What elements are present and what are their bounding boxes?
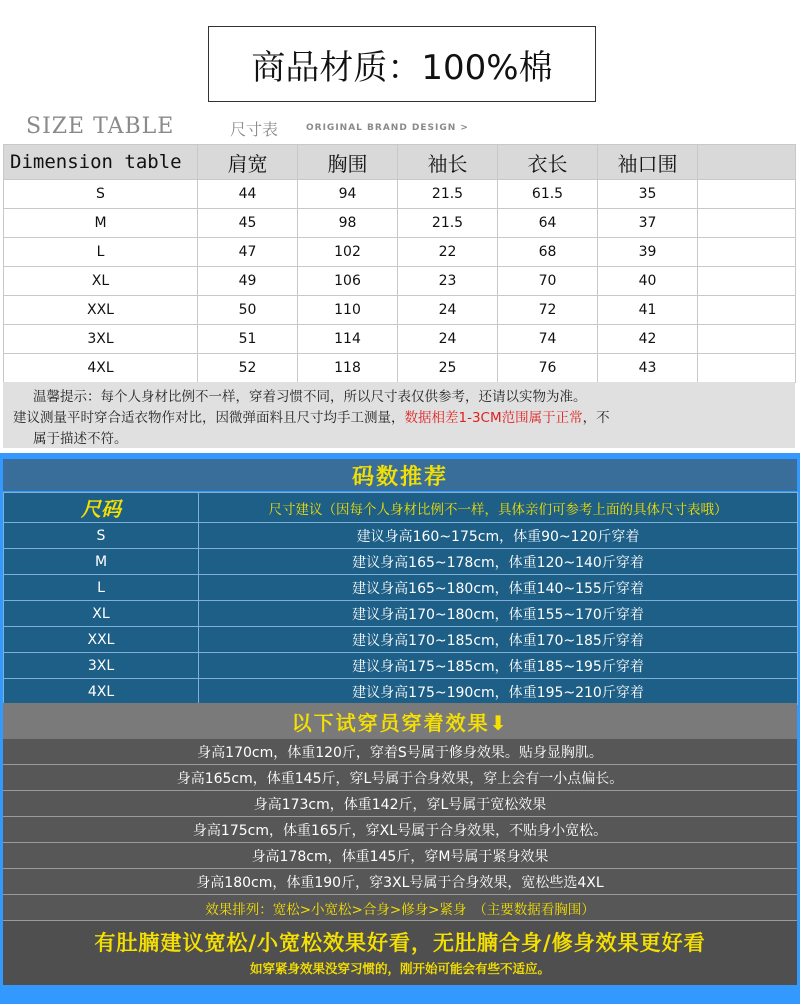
measure-cell: 118 [298, 354, 398, 383]
recommend-size-cell: XXL [4, 627, 199, 653]
measure-cell: 68 [498, 238, 598, 267]
size-cell: 4XL [4, 354, 198, 383]
recommend-header-row [4, 493, 798, 523]
measure-cell: 23 [398, 267, 498, 296]
bottom-banner [3, 921, 797, 985]
try-on-list [3, 739, 797, 921]
size-note [3, 382, 795, 448]
list-item: 身高173cm，体重142斤，穿L号属于宽松效果 [3, 791, 797, 817]
empty-cell [698, 325, 796, 354]
size-cell: 3XL [4, 325, 198, 354]
measure-cell: 49 [198, 267, 298, 296]
recommend-header-size: 尺码 [4, 493, 199, 523]
recommend-advice-cell: 建议身高175~190cm，体重195~210斤穿着 [199, 679, 798, 705]
recommend-advice-cell: 建议身高165~180cm，体重140~155斤穿着 [199, 575, 798, 601]
measure-cell: 22 [398, 238, 498, 267]
measure-cell: 72 [498, 296, 598, 325]
size-cell: M [4, 209, 198, 238]
table-row [4, 296, 796, 325]
table-row [4, 549, 798, 575]
recommend-section [0, 453, 800, 1004]
measure-cell: 76 [498, 354, 598, 383]
recommend-advice-cell: 建议身高175~185cm，体重185~195斤穿着 [199, 653, 798, 679]
note-line-2-b: ，不 [582, 410, 610, 426]
size-cell: L [4, 238, 198, 267]
note-line-1: 温馨提示：每个人身材比例不一样，穿着习惯不同，所以尺寸表仅供参考，还请以实物为准。 [33, 389, 587, 405]
header-chest: 胸围 [298, 145, 398, 180]
measure-cell: 50 [198, 296, 298, 325]
size-table-header-row [4, 145, 796, 180]
header-cuff: 袖口围 [598, 145, 698, 180]
table-row [4, 325, 796, 354]
measure-cell: 43 [598, 354, 698, 383]
note-line-2 [13, 408, 793, 429]
size-table [3, 144, 796, 383]
note-line-2-red: 数据相差1-3CM范围属于正常 [404, 410, 583, 426]
measure-cell: 44 [198, 180, 298, 209]
table-row [4, 575, 798, 601]
size-table-title-en: SIZE TABLE [26, 114, 175, 139]
measure-cell: 35 [598, 180, 698, 209]
recommend-size-cell: S [4, 523, 199, 549]
table-row [4, 601, 798, 627]
measure-cell: 24 [398, 296, 498, 325]
empty-cell [698, 209, 796, 238]
measure-cell: 106 [298, 267, 398, 296]
measure-cell: 47 [198, 238, 298, 267]
table-row [4, 653, 798, 679]
measure-cell: 42 [598, 325, 698, 354]
note-line-3: 属于描述不符。 [33, 431, 128, 447]
measure-cell: 51 [198, 325, 298, 354]
measure-cell: 39 [598, 238, 698, 267]
bottom-sub-text: 如穿紧身效果没穿习惯的，刚开始可能会有些不适应。 [249, 961, 550, 976]
measure-cell: 21.5 [398, 209, 498, 238]
table-row [4, 354, 796, 383]
recommend-advice-cell: 建议身高160~175cm，体重90~120斤穿着 [199, 523, 798, 549]
list-item: 身高180cm，体重190斤，穿3XL号属于合身效果，宽松些选4XL [3, 869, 797, 895]
measure-cell: 40 [598, 267, 698, 296]
size-cell: XXL [4, 296, 198, 325]
recommend-table [3, 492, 798, 705]
list-item: 身高165cm，体重145斤，穿L号属于合身效果，穿上会有一小点偏长。 [3, 765, 797, 791]
measure-cell: 21.5 [398, 180, 498, 209]
measure-cell: 64 [498, 209, 598, 238]
header-sleeve: 袖长 [398, 145, 498, 180]
table-row [4, 627, 798, 653]
table-row [4, 238, 796, 267]
list-item: 身高175cm，体重165斤，穿XL号属于合身效果，不贴身小宽松。 [3, 817, 797, 843]
empty-cell [698, 296, 796, 325]
empty-cell [698, 180, 796, 209]
header-empty [698, 145, 796, 180]
recommend-size-cell: XL [4, 601, 199, 627]
size-table-title [26, 114, 786, 140]
note-line-2-a: 建议测量平时穿合适衣物作对比，因微弹面料且尺寸均手工测量， [13, 410, 405, 426]
table-row [4, 523, 798, 549]
table-row [4, 679, 798, 705]
table-row [4, 267, 796, 296]
recommend-advice-cell: 建议身高165~178cm，体重120~140斤穿着 [199, 549, 798, 575]
measure-cell: 61.5 [498, 180, 598, 209]
empty-cell [698, 267, 796, 296]
list-item: 身高170cm，体重120斤，穿着S号属于修身效果。贴身显胸肌。 [3, 739, 797, 765]
measure-cell: 24 [398, 325, 498, 354]
header-dimension: Dimension table [4, 145, 198, 180]
recommend-header-advice: 尺寸建议（因每个人身材比例不一样，具体亲们可参考上面的具体尺寸表哦） [199, 493, 798, 523]
effect-order: 效果排列：宽松>小宽松>合身>修身>紧身 （主要数据看胸围） [3, 895, 797, 921]
measure-cell: 98 [298, 209, 398, 238]
recommend-size-cell: M [4, 549, 199, 575]
brand-design-label: ORIGINAL BRAND DESIGN > [306, 123, 469, 133]
measure-cell: 110 [298, 296, 398, 325]
measure-cell: 70 [498, 267, 598, 296]
try-on-title: 以下试穿员穿着效果⬇ [3, 703, 797, 739]
recommend-advice-cell: 建议身高170~185cm，体重170~185斤穿着 [199, 627, 798, 653]
size-table-title-cn: 尺寸表 [230, 120, 279, 139]
recommend-size-cell: L [4, 575, 199, 601]
recommend-title: 码数推荐 [3, 459, 797, 491]
measure-cell: 37 [598, 209, 698, 238]
header-shoulder: 肩宽 [198, 145, 298, 180]
bottom-main-text: 有肚腩建议宽松/小宽松效果好看，无肚腩合身/修身效果更好看 [94, 931, 706, 955]
size-cell: XL [4, 267, 198, 296]
measure-cell: 114 [298, 325, 398, 354]
empty-cell [698, 354, 796, 383]
list-item: 身高178cm，体重145斤，穿M号属于紧身效果 [3, 843, 797, 869]
size-cell: S [4, 180, 198, 209]
measure-cell: 45 [198, 209, 298, 238]
measure-cell: 94 [298, 180, 398, 209]
recommend-size-cell: 4XL [4, 679, 199, 705]
empty-cell [698, 238, 796, 267]
measure-cell: 102 [298, 238, 398, 267]
header-length: 衣长 [498, 145, 598, 180]
material-label: 商品材质：100%棉 [208, 26, 596, 102]
measure-cell: 74 [498, 325, 598, 354]
table-row [4, 209, 796, 238]
measure-cell: 41 [598, 296, 698, 325]
measure-cell: 52 [198, 354, 298, 383]
recommend-size-cell: 3XL [4, 653, 199, 679]
recommend-advice-cell: 建议身高170~180cm，体重155~170斤穿着 [199, 601, 798, 627]
table-row [4, 180, 796, 209]
measure-cell: 25 [398, 354, 498, 383]
